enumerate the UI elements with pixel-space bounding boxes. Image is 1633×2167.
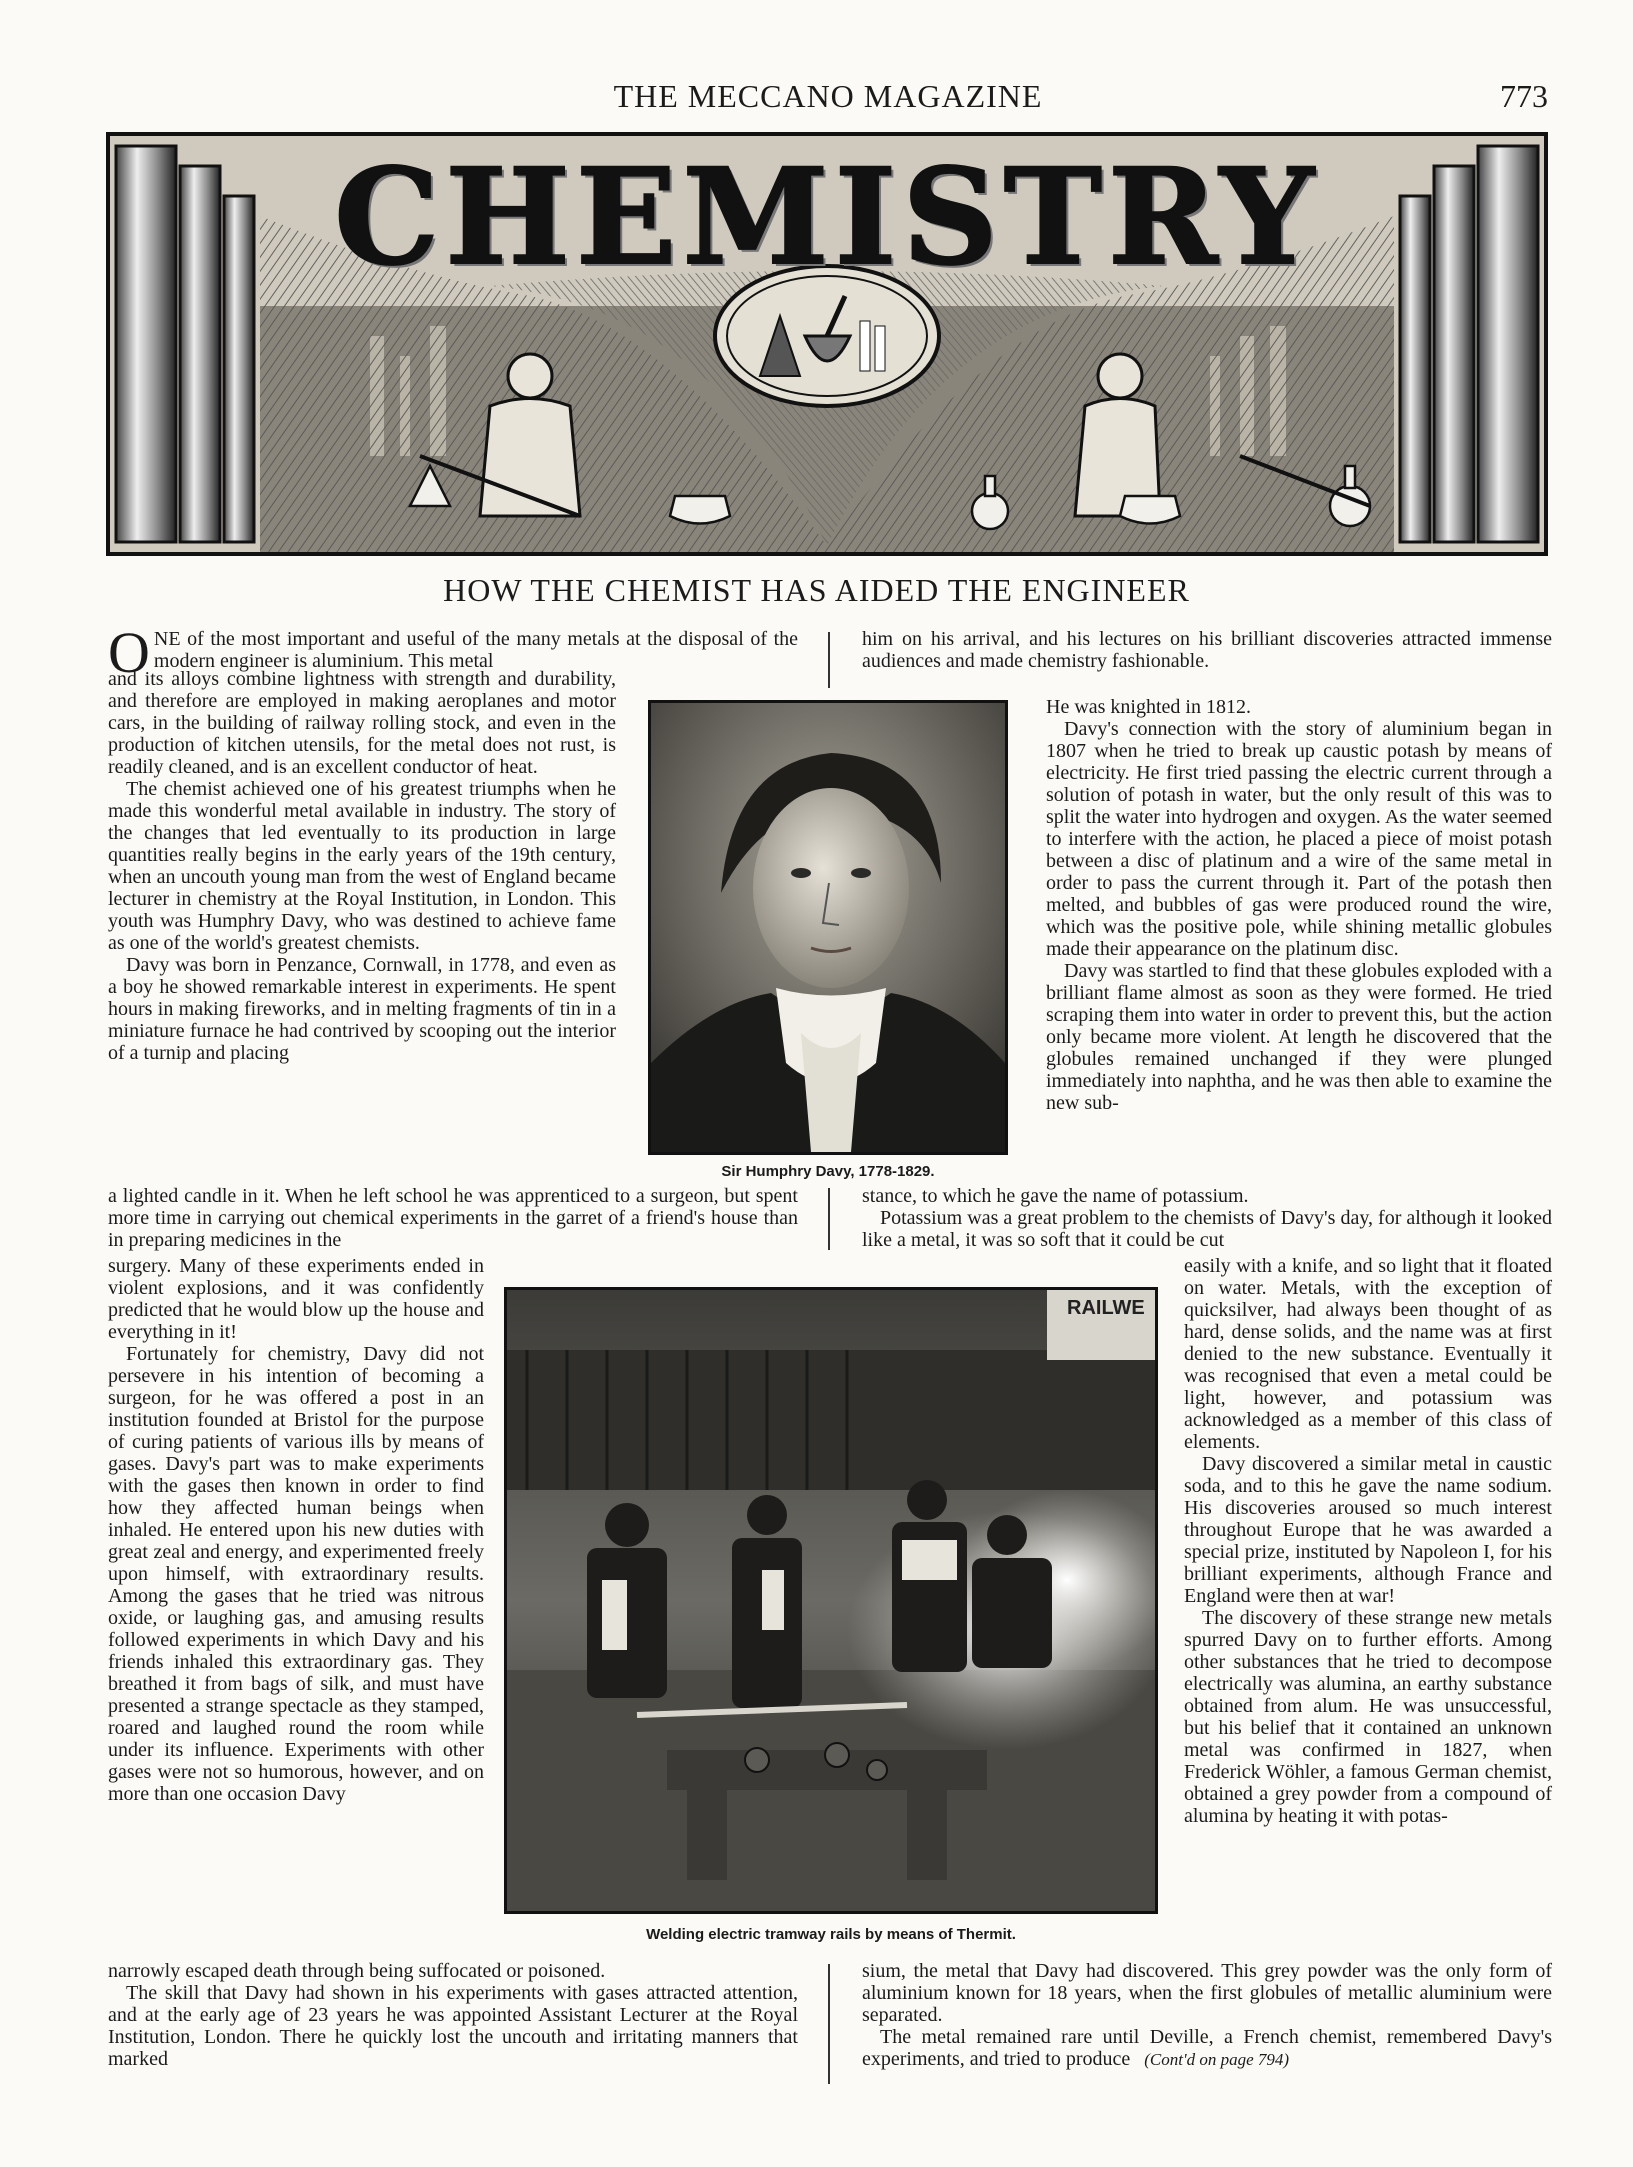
- portrait-caption: Sir Humphry Davy, 1778-1829.: [721, 1163, 935, 1180]
- article-subtitle: HOW THE CHEMIST HAS AIDED THE ENGINEER: [443, 572, 1190, 608]
- paragraph: stance, to which he gave the name of potassium.: [862, 1185, 1249, 1207]
- paragraph: easily with a knife, and so light that it floated on water. Metals, with the exception of quicksilver, had always been thought of as hard, dense solids, and the name was at first denied to the new substance. Eventually it was recognised that even a metal could be light, however, and potassium was acknowledged as a member of this class of elements.: [1184, 1255, 1552, 1453]
- magazine-title: THE MECCANO MAGAZINE: [613, 78, 1043, 114]
- paragraph: Davy's connection with the story of aluminium began in 1807 when he tried to break up caustic potash by means of electricity. He first tried passing the electric current through a solution of potash in water, but the only result of this was to split the water into hydrogen and oxygen. As the water seemed to interfere with the action, he placed a piece of moist potash between a disc of platinum and a wire of the same metal in order to pass the current through it. Part of the potash then melted, and bubbles of gas were produced round the wire, which was the positive pole, while shining metallic globules made their appearance on the platinum disc.: [1046, 718, 1552, 960]
- paragraph: The chemist achieved one of his greatest triumphs when he made this wonderful metal available in industry. The story of the changes that led eventually to its production in large quantities really begins in the early years of the 19th century, when an uncouth young man from the west of England became lecturer in chemistry at the Royal Institution, in London. This youth was Humphry Davy, who was destined to achieve fame as one of the world's greatest chemists.: [108, 778, 616, 954]
- paragraph: Davy was startled to find that these globules exploded with a brilliant flame almost as soon as they were formed. He tried scraping them into water in order to prevent this, but the action only became more violent. At length he discovered that the globules remained unchanged if they were plunged immediately into naphtha, and he was then able to examine the new sub-: [1046, 960, 1552, 1114]
- right-column-full-width: [862, 1185, 1552, 1251]
- davy-portrait: [648, 700, 1008, 1155]
- paragraph: Davy was born in Penzance, Cornwall, in 1778, and even as a boy he showed remarkable interest in experiments. He spent hours in making fireworks, and in melting fragments of tin in a miniature furnace he had contrived by scooping out the interior of a turnip and placing: [108, 954, 616, 1064]
- portrait-image: [651, 703, 1005, 1152]
- paragraph: Davy discovered a similar metal in caustic soda, and to this he gave the name sodium. His discoveries aroused so much interest throughout Europe that he was awarded a special prize, instituted by Napoleon I, for his brilliant experiments, although France and England were then at war!: [1184, 1453, 1552, 1607]
- paragraph: The metal remained rare until Deville, a French chemist, remembered Davy's experiments, and tried to produce: [862, 2026, 1552, 2070]
- paragraph: The discovery of these strange new metals spurred Davy on to further efforts. Among other substances that he tried to decompose electrically was alumina, an earthy substance obtained from alum. He was unsuccessful, but his belief that it contained an unknown metal was confirmed in 1827, when Frederick Wöhler, a famous German chemist, obtained a grey powder from a compound of alumina by heating it with potas-: [1184, 1607, 1552, 1827]
- paragraph: surgery. Many of these experiments ended in violent explosions, and it was confidently predicted that he would blow up the house and everything in it!: [108, 1255, 484, 1343]
- left-column-full-width: [108, 1185, 798, 1251]
- paragraph: him on his arrival, and his lectures on his brilliant discoveries attracted immense audiences and made chemistry fashionable.: [862, 628, 1552, 672]
- paragraph: sium, the metal that Davy had discovered. This grey powder was the only form of aluminium known for 18 years, when the first globules of metallic aluminium were separated.: [862, 1960, 1552, 2026]
- continued-note: (Cont'd on page 794): [1144, 2050, 1290, 2069]
- running-header: [108, 78, 1548, 118]
- page-number: 773: [1500, 78, 1548, 114]
- banner-title: CHEMISTRY: [334, 140, 1320, 295]
- paragraph: Fortunately for chemistry, Davy did not persevere in his intention of becoming a surgeon, for he was offered a post in an institution founded at Bristol for the purpose of curing patients of various ills by means of gases. Davy's part was to make experiments with the gases then known in order to find how they affected human beings when inhaled. He entered upon his new duties with great zeal and energy, and experimented freely upon himself, with extraordinary results. Among the gases that he tried was nitrous oxide, or laughing gas, and amusing results followed experiments in which Davy and his friends inhaled this extraordinary gas. They breathed it from bags of silk, and must have presented a strange spectacle as they stamped, roared and laughed round the room while under its influence. Experiments with other gases were not so humorous, however, and on more than one occasion Davy: [108, 1343, 484, 1805]
- poster-text: RAILWE: [1067, 1297, 1145, 1319]
- paragraph: NE of the most important and useful of the many metals at the disposal of the modern engineer is aluminium. This metal: [153, 628, 798, 672]
- chemistry-banner: [106, 132, 1548, 556]
- paragraph: narrowly escaped death through being suffocated or poisoned.: [108, 1960, 606, 1982]
- left-column-beside-photo: [108, 1255, 484, 1805]
- right-column-top: [862, 628, 1552, 672]
- paragraph: The skill that Davy had shown in his experiments with gases attracted attention, and at the early age of 23 years he was appointed Assistant Lecturer at the Royal Institution, London. There he quickly lost the uncouth and irritating manners that marked: [108, 1982, 798, 2070]
- paragraph: He was knighted in 1812.: [1046, 696, 1251, 718]
- column-rule: [828, 632, 830, 688]
- welding-caption: Welding electric tramway rails by means of Thermit.: [646, 1926, 1016, 1943]
- left-column-bottom: [108, 1960, 798, 2070]
- column-rule: [828, 1964, 830, 2084]
- right-column-beside-photo: [1184, 1255, 1552, 1827]
- right-column-bottom: [862, 1960, 1552, 2071]
- drop-cap: O: [108, 620, 150, 685]
- right-column-beside-portrait: [1046, 696, 1552, 1114]
- paragraph: and its alloys combine lightness with strength and durability, and therefore are employed in making aeroplanes and motor cars, in the building of railway rolling stock, and even in the production of kitchen utensils, for the metal does not rust, is readily cleaned, and is an excellent conductor of heat.: [108, 668, 616, 778]
- left-column-beside-portrait: [108, 668, 616, 1064]
- paragraph: a lighted candle in it. When he left school he was apprenticed to a surgeon, but spent more time in carrying out chemical experiments in the garret of a friend's house than in preparing medicines in the: [108, 1185, 798, 1251]
- welding-photo: [504, 1287, 1158, 1914]
- column-rule: [828, 1188, 830, 1250]
- paragraph: Potassium was a great problem to the chemists of Davy's day, for although it looked like a metal, it was so soft that it could be cut: [862, 1207, 1552, 1251]
- welding-image: [507, 1290, 1155, 1911]
